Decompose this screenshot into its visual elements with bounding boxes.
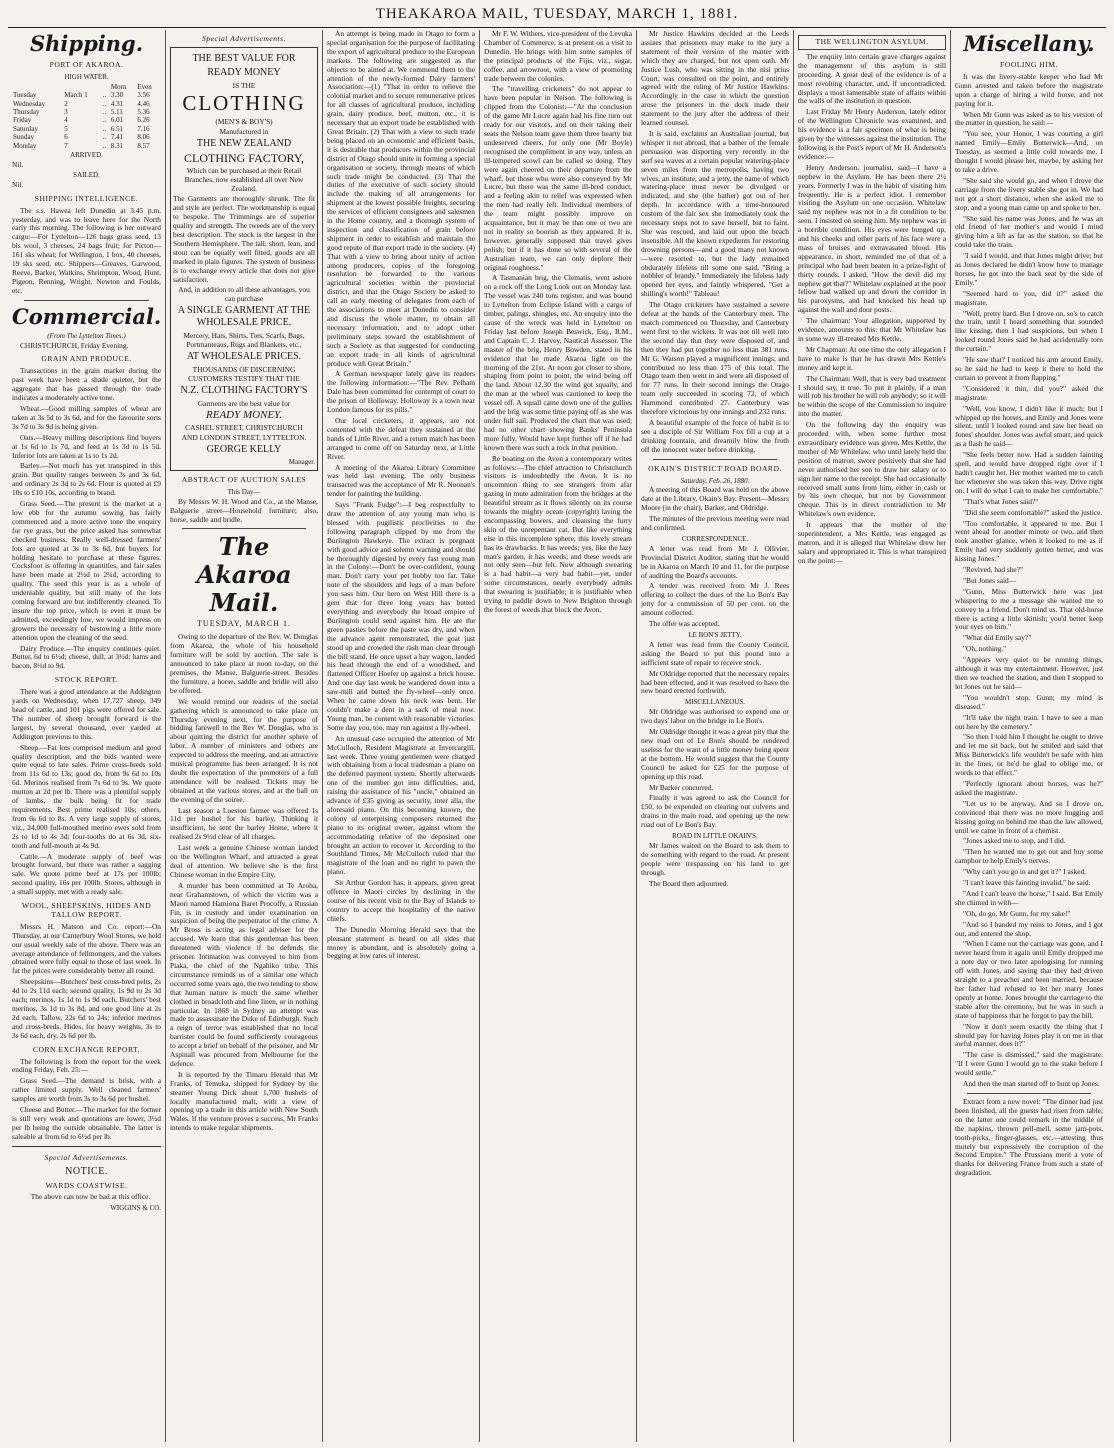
- paragraph: Mr F. W. Withers, vice-president of the Levuka Chamber of Commerce, is at present on a visit to Dunedin. He brings with him some samples of the principal products of the Fijis, viz., sugar, coffee, and arrowroot, with a view of promoting trade between the colonies.: [484, 30, 632, 83]
- tide-cell: 3.30: [110, 91, 124, 100]
- paragraph: Mr James waited on the Board to ask them to do something with regard to the road. At present people were trespassing on his land to get through.: [641, 840, 789, 877]
- paragraph: Messrs H. Matson and Co. report:—On Thursday, at our Canterbury Wool Stores, we held our usual weekly sale of the above. There was an average attendance of fellmongers, and the values obtained were fully equal to those of last week. In fat the prices were considerably better all round.: [12, 921, 161, 976]
- paragraph: Barley.—Not much has yet transpired in this grain. But quality ranges between 3s and 3s 6d, and ordinary 2s 3d to 2s 6d. Flour is quoted at £9 10s to £10 10s, according to brand.: [12, 461, 161, 498]
- paragraph: The chairman: Your allegation, supported by evidence, amounts to this: that Mr Whitelaw has in some way ill-treated Mrs Kettle.: [798, 316, 946, 343]
- tide-cell: ..: [102, 133, 107, 142]
- column-6: [793, 30, 950, 1442]
- paragraph: We would remind our readers of the social gathering which is announced to take place on Thursday evening next, for the purpose of bidding farewell to the Rev W. Douglas, who is about quitting the district for another sphere of labor. A number of ministers and others are expected to address the meeting, and an attractive musical programme has been arranged. It is not doubt the expectation of the promoters of a full attendance will be realised. Tickets may be obtained at the various stores, and at the hall on the evening of the soiree.: [170, 696, 318, 804]
- tide-head-cell: [12, 83, 63, 91]
- ad-line: IS THE: [232, 80, 256, 90]
- paragraph: Mr Justice Hawkins decided at the Leeds assizes that prisoners may make to the jury a statement of their version of the matter with which they are charged, but not upon oath. Mr Justice Lush, who was sitting in the nisi prius Court, was consulted on the point, and entirely agreed with the ruling of Mr Justice Hawkins. Accordingly in the case in which the question arose the prisoners in the dock made their statement to the jury after the address of their learned counsel.: [641, 30, 789, 128]
- masthead: THEAKAROA MAIL, TUESDAY, MARCH 1, 1881.: [375, 6, 739, 22]
- corn-header: CORN EXCHANGE REPORT.: [32, 1044, 141, 1054]
- paragraph: It is said, exclaims an Australian journal, but whisper it not abroad, that a bather of the female persuasion was disporting very recently in the surf sea waves at a certain popular watering-place seven miles from the metropolis, having two wives, an institute, and a jetty, the name of which watering-place must never be divulged or indicated, and she (the bather) got out of her depth. In accordance with a time-honoured custom of the fair sex she immediately took the necessary steps not to save herself, but to faint. She was rescued, and laid out upon the beach insensible. All the known expedients for restoring drowning persons—and a good many not known—were resorted to, but the lady remained obdurately lifeless till some one said, "Bring a nobbler of brandy." Immediately the lifeless lady opened her eyes, and faintly whispered, "Get a shilling's worth!" Tableau!: [641, 128, 789, 299]
- paragraph: Sheepskins—Butchers' best cross-bred pelts, 2s 4d to 2s 11d each; second quality, 1s 9d to 2s 3d each; merinos, 1s 1d to 1s 9d each. Butchers' best merinos, 3s 1d to 3s 8d, and one good line at 2s 2d each. Tallow, 22s 6d to 24s; inferior merinos and cross-breds. Hides, for heavy weights, 3s to 3s 6d each, dry, 2s 6d per lb.: [12, 977, 161, 1040]
- fooling-him-header: FOOLING HIM.: [1000, 60, 1058, 69]
- paragraph: Henry Anderson, journalist, said—I have a nephew in the Asylum. He has been there 2½ years. Formerly I was in the habit of visiting him frequently. He is a perfect idiot. I remember visiting the Asylum on one occasion. Whitelaw said my nephew was not in a fit condition to be seen. I insisted on seeing him. My nephew was in a horrible condition. His eyes were bunged up, and his cheeks and other parts of his face were a mass of bruises and extravasated blood. His appearance, in short, reminded me of that of a principal who had been beaten in a prize-fight of thirty rounds. I asked, "How the devil did my nephew get that?" Whitelaw explained at the poor fellow had walked up and down the corridor in his paroxysms, and had knocked his head up against the wall and door posts.: [798, 162, 946, 315]
- ad-line: Mercery, Hats, Shirts, Ties, Scarfs, Bags, Portmanteaus, Rugs and Blankets, etc.,: [183, 330, 305, 349]
- paragraph: "Revived, had she?": [963, 565, 1024, 575]
- little-okains-header: ROAD IN LITTLE OKAIN'S.: [672, 832, 758, 841]
- paragraph: A murder has been committed at Te Aroha, near Grahamstown, of which the victim was a Maori named Hamiona Baret Procoffy, a Russian Fin, is in custody and under examination on suspicion of being the perpetrator of the crime. A Mr Bross is acting as legal adviser for the accused. We learn that this gentleman has been threatened with violence if he defends the prisoner. Intimation was conveyed to him from Piaka, the chief of the Ngahiko tribe. This circumstance reminds us of a similar one which occurred some years ago, the two tending to show that human nature is much the same whether clothed in broadcloth and fine linen, or in nothing particular. In 1868 in Sydney an attempt was made to assassinate the Duke of Edinburgh. Such a reign of terror was established that no local barrister could be found sufficiently courageous to accept a brief on behalf of the prisoner, and Mr Aspinall was procured from Melbourne for the defence.: [170, 880, 318, 1068]
- paragraph: "I can't leave this fainting invalid," he said.: [963, 878, 1091, 888]
- paragraph: "So then I told him I thought he ought to drive and let me sit back, but he smiled and said that Miss Butterwick's life wouldn't be safe with him in the lines, or he'd be glad to oblige me, or words to that effect.": [955, 732, 1103, 778]
- paragraph: A letter was read from the County Council, asking the Board to put this pound into a sufficient state of repair to receive stock.: [641, 639, 789, 667]
- paragraph: Sheep.—Fat lots comprised medium and good quality description, and the bids wanted were quite equal to late sales. Prime cross-breds sold from 11s 6d to 13s; good do, from 9s 6d to 10s 6d. Merinos realised from 7s 6d to 9s. We quote mutton at 2d per lb. There was a plentiful supply of lambs, the bulk being fit for trade requirements. Best prime realised 10s; others, from 6s 6d to 8s. A very large supply of stores, viz., 24,000 full-mouthed merino ewes sold from 2s to 1d to 4s 3d; four-tooths do at 6s 3d, six-tooth and full-mouth at 4s 9d.: [12, 742, 161, 850]
- tide-cell: 8.06: [137, 133, 150, 142]
- paragraph: Sir Arthur Gordon has, it appears, given great offence in Maori circles by declining in the course of his recent visit to the Bay of Islands to country to accept the hospitality of the native chiefs.: [327, 878, 475, 923]
- paragraph: "But Jones said—: [963, 575, 1017, 585]
- tide-head-cell: [63, 83, 101, 91]
- paragraph: A German newspaper lately gave its readers the following information:—"The Rev. Pelham Dale has been committed for contempt of court to the prison of Holloway. Holloway is a town near London famous for its pills.": [327, 369, 475, 415]
- paragraph: "What did Emily say?": [963, 633, 1032, 643]
- column-2: [165, 30, 322, 1442]
- auction-header: ABSTRACT OF AUCTION SALES: [181, 474, 307, 484]
- column-1: [8, 30, 165, 1442]
- paragraph: "Considered it thin, did you?" asked the magistrate.: [955, 383, 1103, 402]
- tide-row: [12, 133, 161, 141]
- tide-cell: 4.31: [110, 99, 124, 108]
- tide-cell: ..: [102, 124, 107, 133]
- paragraph: It is reported by the Timaru Herald that Mr Franks, of Temuka, shipped for Sydney by the steamer Young Dick about 1,700 bushels of locally manufactured malt, with a view of opening up a trade in this article with New South Wales. If the venture proves a success, Mr Franks intends to make regular shipments.: [170, 1069, 318, 1133]
- paragraph: A beautiful example of the force of habit is to see a disciple of Sir William Fox fill a cup at a drinking fountain, and dreamily blow the froth off the innocent water before drinking.: [641, 417, 789, 454]
- paragraph: Cheese and Butter.—The market for the former is still very weak and quotations are lower, 3½d per lb being the outside obtainable. The latter is saleable at from 6d to 6½d per lb.: [12, 1105, 161, 1141]
- ad-line: N.Z. CLOTHING FACTORY'S: [180, 384, 308, 396]
- ad-line: Garments are the best value for: [197, 398, 291, 408]
- paragraph: Last season a Loeston farmer was offered 1s 11d per bushel for his barley. Thinking it insufficient, he sent the barley Home, where it realised 2s 9½d clear of all charges.: [170, 805, 318, 842]
- paragraph: There was a good attendance at the Addington yards on Wednesday, when 17,727 sheep, 349 head of cattle, and 101 pigs were offered for sale. The number of sheep brought forward is the largest, by several thousand, ever yarded at Addington previous to this.: [12, 687, 161, 741]
- tide-row: [12, 125, 161, 133]
- divider: [967, 1093, 1091, 1094]
- paragraph: On the following day the enquiry was proceeded with, when some further most extraordinary evidence was given. Mrs Kettle, the mother of Mr Whitelaw, who until lately held the position of matron, swore positively that she had never authorised her son to draw her salary or to sign her name to the receipt. She had occasionally received small sums from him, either in cash or by his own cheque, but not by Government cheque. This is in direct contradiction to Mr Whitelaw's own evidence.: [798, 420, 946, 519]
- paragraph: Mr Barker concurred.: [649, 782, 714, 792]
- ad-line: Manager.: [288, 457, 315, 466]
- ad-line: READY MONEY: [207, 66, 281, 78]
- auction-day: This Day—: [227, 487, 261, 496]
- ad-headline: READY MONEY.: [206, 408, 282, 421]
- tide-cell: Tuesday: [13, 91, 37, 100]
- tide-cell: 8.57: [137, 141, 150, 150]
- paragraph: The enquiry into certain grave charges against the management of this asylum is still proceeding. A great deal of the evidence is of a most revolting character, and, if uncontradicted, displays a most lamentable state of affairs within the walls of the institution in question.: [798, 51, 946, 106]
- tide-cell: 7.16: [137, 124, 150, 133]
- paragraph: Finally it was agreed to ask the Council for £50, to be expended on clearing out culverts and drains in the main road, and opening up the new road out of Le Bon's Bay.: [641, 793, 789, 830]
- shipping-text: The s.s. Hawea left Dunedin at 3.45 p.m. yesterday, and was to leave here for the North early this morning. The following is her outward cargo:—For Lyttelton—126 bags grass seed, 13 bls wool, 3 cheeses, 24 bags fruit; for Picton—161 sks wheat; for Wellington, 1 box, 40 cheeses, 19 sks seed, etc. Shippers—Greaves, Garwood, Reeve, Barker, Watkins, Shrimpton, Wood, Hunt, Pigeon, Renning, Wright, Newton and Foulds, etc.: [12, 205, 161, 295]
- tide-cell: Friday: [13, 116, 32, 125]
- divider: [653, 459, 777, 460]
- paper-date: TUESDAY, MARCH 1.: [197, 619, 291, 629]
- paragraph: "Well, you know, I didn't like it much; but I whipped up the horses, and Emily and Jones were silent, until I looked round and saw her head on Jones' shoulder. Jones was awful smart, and quick as a flash he said—: [955, 403, 1103, 449]
- tide-cell: March 1: [64, 91, 88, 100]
- column-7: [950, 30, 1107, 1442]
- tide-cell: 5.11: [110, 108, 123, 117]
- paragraph: "Seemed hard to you, did it?" asked the magistrate.: [955, 288, 1103, 307]
- paragraph: Extract from a new novel: "The dinner had just been finished, all the guests had risen from table; on the latter one could remark in the middle of the napkins, thrown pell-mell, some jam-pots, tooth-picks, finger-glasses, etc.—attesting thus mutely but expressively the corruption of the Second Empire." The Prussians merit a vote of thanks for delivering France from such a state of degradation.: [955, 1096, 1103, 1178]
- port-header: PORT OF AKAROA.: [49, 60, 124, 69]
- paragraph: An unusual case occupied the attention of Mr McCulloch, Resident Magistrate at Invercargill, last week. Three young gentlemen were charged with obtaining from a local tradesman a piano on the deferred payment system. Shortly afterwards one of the number got into difficulties, and, raising the assistance of his "uncle," obtained an advance of £35 giving as security, inter alia, the aforesaid piano. On this becoming known, the colony of enterprising composers returned the piano to its original owner, against whom the accommodating relative of the deposited one brought an action to recover it. According to the Southland Times, Mr McCulloch ruled that the magistrate of the loan and no right to pawn the piano.: [327, 733, 475, 877]
- special-ads-header: Special Advertisements.: [202, 34, 286, 43]
- tide-cell: 6.01: [110, 116, 124, 125]
- paragraph: It was the livery-stable keeper who had Mr Gunn arrested and taken before the magistrate upon a charge of hiring a wild horse, and not paying for it.: [955, 71, 1103, 108]
- high-water-label: HIGH WATER.: [64, 72, 109, 81]
- paragraph: Last week a genuine Chinese woman landed on the Wellington Wharf, and attracted a great deal of attention. We believe she is the first Chinese woman in the Empire City.: [170, 843, 318, 879]
- paragraph: "Why can't you go in and get it?" I asked.: [963, 867, 1087, 877]
- paragraph: "Let us to be anyway. And so I drove on, convinced that there was no more hugging and kissing going on behind me than the law allowed, until we came in front of a chemist.: [955, 798, 1103, 835]
- special-ads-header: Special Advertisements.: [44, 1152, 129, 1162]
- tide-cell: ..: [102, 91, 107, 100]
- shipping-intel-header: SHIPPING INTELLIGENCE.: [34, 193, 139, 203]
- ad-headline: A SINGLE GARMENT AT THE WHOLESALE PRICE.: [177, 304, 311, 328]
- ad-line: And, in addition to all these advantages, you can purchase: [178, 284, 310, 303]
- paragraph: "Oh, nothing.": [963, 644, 1007, 654]
- paragraph: Mr Oldridge thought it was a great pity that the new road out of Le Bon's should be rendered useless for the want of a little money being spent at the bottom. He would suggest that the County Council be asked for £25 for the purpose of opening up this road.: [641, 727, 789, 781]
- paragraph: Last Friday Mr Henry Anderson, lately editor of the Wellington Chronicle was examined, and his evidence is a fair specimen of what is being given by the witnesses against the institution. The following is the Post's report of Mr H. Anderson's evidence:—: [798, 107, 946, 161]
- paragraph: "Then he wanted me to get out and buy some camphor to help Emily's nerves.: [955, 847, 1103, 866]
- tide-row: [12, 142, 161, 150]
- column-5: [636, 30, 793, 1442]
- paragraph: "She said she would go, and when I drove the carriage from the livery stable she got in. We had not got a short distance, when she asked me to stop, and a young man came up and spoke to her.: [955, 175, 1103, 212]
- paragraph: "You see, your Honor, I was courting a girl named Emily—Emily Butterwick—And, on Tuesday, as seemed a little cold towards me, I thought I would please her, maybe, by asking her to take a drive.: [955, 129, 1103, 174]
- paragraph: Says "Frank Fudge":—I beg respectfully to draw the attention of any young man who is blessed with pugilistic proclivities to the following paragraph clipped by me from the Burlington Hawkeye. The extract is pregnant with good advice and solemn warning and should be thoroughly digested by every fast young man in the Colony:—Don't be over-confident, young man. Don't carry your pet hobby too far. Take note of the shoulders and legs of a man before you sass him. Our hero on West Hill there is a gent that for three long years has butted everything and everybody the broad empire of Burlington could send against him. He ate the green pasties before the paste was dry, and when the advance agent remonstrated, the goat just stood up and crowded the rash man clear through the bill stand. He once upset a hay wagon, landed his head through the end of a woodshed, and flattened Officer Hoefer up against a brick house. And one day last week he wandered down into a saw-mill and butted the fly-wheel—only once. When he came down his neck was bent. He couldn't make a dent in a sack of meal now. Young man, be content with reasonable victories. Some day you, too, may run against a fly-wheel.: [327, 500, 475, 732]
- tide-cell: 5: [64, 124, 68, 133]
- stock-header: STOCK REPORT.: [54, 675, 119, 685]
- paragraph: "Gunn, Miss Butterwick here was just whispering to me a message she wanted me to convey to a friend. Don't mind us. That old-horse there is acting a little skittish; you'd better keep your eyes on him.": [955, 586, 1103, 632]
- special-ads-block: [12, 1146, 161, 1214]
- notice-sub: WARDS COASTWISE.: [45, 1180, 128, 1190]
- paragraph: Cattle.—A moderate supply of beef was brought forward, but there was rather a sagging sale. We quote prime beef at 17s per 100lb; second quality, 16s per 100lb. Stores, although in a small supply, met with a ready sale.: [12, 851, 161, 897]
- source-line: (From The Lyttelton Times.): [47, 331, 126, 340]
- paragraph: The "travelling cricketers" do not appear to have been popular in Nelson. The following is clipped from the Colonist:—"At the conclusion of the game Mr Lucre again had his fine turn out ready for our visitors, and on their taking their seats the Nelson team gave them three hearty but undeserved cheers, for only one (Mr Boyle) recognised the compliment in any way, unless an ill-tempered scowl can be called so doing. They were again cheered on their departure from the wharf, but those who were also conveyed by Mr Lucre, but there was the same ill-bred conduct, and a feeling akin to relief was expressed when the men had really left. Individual members of the team might possibly improve on acquaintance, but it may be that one or two are not in reality so boorish as they appeared. It is, however, generally supposed that travel gives polish; but if it has done so with several of the Australian team, we can only deplore their original roughness.": [484, 84, 632, 272]
- tide-cell: Thursday: [13, 108, 40, 117]
- ad-line: THOUSANDS OF DISCERNING CUSTOMERS TESTIFY THAT THE: [188, 364, 300, 383]
- road-board-header: OKAIN'S DISTRICT ROAD BOARD.: [648, 463, 782, 473]
- tide-cell: Sunday: [13, 133, 34, 142]
- paragraph: Our local cricketers, it appears, are not contented with the defeat they sustained at the hands of Little River, and a return match has been arranged to come off on Saturday next, at Little River.: [327, 415, 475, 461]
- paragraph: Owing to the departure of the Rev. W. Douglas from Akaroa, the whole of his household furniture will be sold by auction. The sale is announced to take place at noon to-day, on the premises, the Manse, Balguerie-street. Besides the furniture, a horse, saddle and bridle will also be offered.: [170, 632, 318, 695]
- tide-cell: 5.36: [137, 108, 150, 117]
- tide-cell: 6.26: [137, 116, 150, 125]
- paragraph: It appears that the mother of the superintendent, a Mrs Kettle, was engaged as matron, and it is alleged that Whitelaw drew her salary and appropriated it. This is what transpired on the point:—: [798, 520, 946, 565]
- paragraph: "Did she seem comfortable?" asked the justice.: [963, 507, 1103, 517]
- tide-head-cell: [102, 83, 110, 91]
- tide-cell: 2: [64, 99, 68, 108]
- tide-cell: 7: [64, 141, 68, 150]
- notice-header: NOTICE.: [65, 1165, 108, 1177]
- paragraph: "You wouldn't stop, Gunn; my mind is diseased.": [955, 692, 1103, 711]
- ad-headline: CLOTHING: [182, 90, 306, 115]
- paragraph: Oats.—Heavy milling descriptions find buyers at 1s 6d to 1s 7d, and feed at 1s 3d to 1s 5d. Inferior lots are taken at 1s to 1s 2d.: [12, 432, 161, 460]
- paragraph: Grass Seed.—The present is the market at a low ebb for the autumn sowing has fairly commenced and a more active tone the enquiry for rye grass, but the price asked has somewhat checked business. Really well-dressed farmers' lots are quoted at 3s to 3s 6d, but buyers for holding hesitate to purchase at these figures. Cocksfoot is offering in quantities, and fair sales have been made at 2½d to 2¾d, according to quality. The seed this year is as a whole of undeniable quality, but still many of the lots coming forward are but indifferently cleaned. To insure the top price, which is even it must be admitted, exceedingly low, we would impress on growers the necessity of bestowing a little more attention upon the cleaning of the seed.: [12, 499, 161, 642]
- newspaper-columns: [8, 30, 1106, 1442]
- paragraph: "Now it don't seem exactly the thing that I should pay for having Jones play it on me in that awful manner, does it?": [955, 1021, 1103, 1049]
- tide-cell: 3: [64, 108, 68, 117]
- paragraph: An attempt is being made in Otago to form a special organisation for the purpose of facilitating the export of agricultural produce to the European markets. The following are suggested as the objects to be aimed at. We commend them to the attention of the newly-formed Dairy farmers' Association:—(1) "That in order to relieve the colonial market and to secure remunerative prices for all classes of agricultural produce, including grain, dairy produce, beef, mutton, etc., it is necessary that an export trade be established with Great Britain. (2) That with a view to such trade being placed on an economic and efficient basis, it is desirable that producers within the provincial district of Otago should unite in forming a special organisation or society, through means of which such trade might be conducted. (3) That the duties of the executive of such society should include the making of all arrangements for shipment at the lowest possible freights, securing the services of efficient consignees and salesmen in the Home country, and a thorough system of inspection and classification of grain before shipment in order to establish and maintain the good repute of that export trade in the society. (4) That with a view to bring about unity of action among producers, copies of the foregoing resolution be forwarded to the various agricultural societies within the provincial district, and that the Otago Society be asked to call an early meeting of delegates from each of the associations to meet at Dunedin to consider and discuss the whole matter, to obtain all necessary information, and to adopt other preliminary steps toward the establishment of such a Society as that suggested for conducting an export trade in all kinds of agricultural produce with Great Britain.": [327, 30, 475, 368]
- paragraph: "When I came out the carriage was gone, and I never heard from it again until Emily dropped me a note day or two later apologising for running off with Jones, and saying that they had driven straight to a preacher and been married, because her father had refused to let her marry Jones openly at home. Jones brought the carriage to the stable after the ceremony, but he was in such a state of happiness that he forgot to pay the bill.: [955, 939, 1103, 1020]
- paragraph: A tender was received from Mr J. Rees offering to collect the dues of the Lo Bon's Bay jetty for a commission of 50 per cent. on the amount collected.: [641, 581, 789, 618]
- jetty-header: LE BON'S JETTY.: [688, 631, 742, 639]
- tide-header-row: [12, 83, 161, 91]
- dateline: CHRISTCHURCH, Friday Evening.: [20, 340, 129, 350]
- column-4: [479, 30, 636, 1442]
- paragraph: A Tasmanian brig, the Clematis, went ashore on a rock off the Long Look out on Monday last. The vessel was 240 tons register, and was bound to Lyttelton from Eclipse Island with a cargo of timber, palings, shingles, etc. An enquiry into the cause of the wreck was held in Lyttelton on Friday last before Joseph Beswick, Esq., R.M., and Captain C. J. Harvey, Nautical Assessor. The master of the brig, Henry Bowden, stated in his evidence that he made Akaroa light on the morning of the 21st. At noon got closer to shore, shaping from point to point, the wind being off the land. About 12.30 the wind got squally, and the man at the wheel was cautioned to keep the vessel off. A squall came down one of the gullies and the brig was some time paying off as she was under full sail. Produced the chart that was used; had no other chart showing Banks' Peninsula more fully. Would have kept further off if he had known there was such a rock in that position.: [484, 273, 632, 452]
- commercial-title: Commercial.: [12, 303, 162, 329]
- ad-line: The Garments are thoroughly shrunk. The fit and style are perfect. The workmanship is equal to bespoke. The Trimmings are of superior quality and strength. The tweeds are of the very best description. The stock is the largest in the Southern Hemisphere. The tall, short, lean, and stout can be equally well fitted, goods are all marked in plain figures. The system of business is to exchange every article that does not give satisfaction.: [173, 193, 315, 284]
- ad-line: Which can be purchased at their Retail Branches, now established all over New Zealand.: [184, 165, 304, 193]
- paragraph: Mr Chapman: At one time the only allegation I have to make is that he has drawn Mrs Kettle's money and kept it.: [798, 344, 946, 372]
- tide-cell: ..: [102, 116, 107, 125]
- tide-cell: 3.56: [137, 91, 150, 100]
- grain-header: GRAIN AND PRODUCE.: [41, 354, 132, 364]
- paragraph: The Chairman: Well, that is very bad treatment I should say, it true. To put it plainly, if a man will rob his brother he will rob anybody; so it will be within the scope of the Commission to inquire into the matter.: [798, 373, 946, 419]
- clothing-advertisement: [170, 47, 318, 471]
- correspondence-header: CORRESPONDENCE.: [681, 534, 749, 543]
- paragraph: Re boating on the Avon a contemporary writes as follows:—The chief attraction to Christchurch visitors is undoubtedly the Avon. It is no uncommon thing to see strangers from afar gazing in mute admiration from the bridges at the beautiful stream as it flows silently on its course towards the mighty ocean (copyright) laving the encompassing bowers, and cleansing the furry skin of the unrepentant cat. But like everything else in this incomplete sphere, this lovely stream has its drawbacks. It has weeds; yes, like the lazy man's garden, it has weeds; and these weeds are not only seen—but felt. Now although swearing is a bad habit—a very bad habit—yet, under some circumstances, nearly everybody admits that swearing is justifiable; it is justifiable when trying to paddle down to New Brighton through the forest of weeds that block the Avon.: [484, 453, 632, 614]
- paragraph: The offer was accepted.: [649, 619, 720, 629]
- tide-cell: 4: [64, 116, 68, 125]
- tide-cell: Saturday: [13, 124, 38, 133]
- ad-line: (MEN'S & BOY'S): [215, 116, 273, 126]
- misc-header: MISCELLANEOUS.: [684, 698, 746, 707]
- paragraph: "She feels better now. Had a sudden fainting spell, and would have dropped right over if I hadn't caught her. Her mother wanted me to catch her whenever she was taken this way. Drive right on. I will do what I can to make her comfortable.": [955, 450, 1103, 495]
- tide-cell: ..: [102, 141, 107, 150]
- paragraph: "It'll take the night train. I have to see a man out here by the cemetery.": [955, 712, 1103, 731]
- paragraph: "And so I handed my reins to Jones, and I got out, and entered the shop.: [955, 919, 1103, 938]
- tide-cell: 8.31: [110, 141, 124, 150]
- paragraph: "She said his name was Jones, and he was an old friend of her mother's and would I mind giving him a lift as far as the station, so that he could take the train.: [955, 213, 1103, 250]
- auction-text: By Messrs W. H. Wood and Co., at the Manse, Balguerie street—Household furniture; also, horse, saddle and bridle.: [170, 496, 318, 524]
- ad-line: Manufactured in: [219, 126, 269, 136]
- paragraph: Wheat.—Good milling samples of wheat are taken at 3s 5d to 3s 6d, and for the favourite sorts 3s 7d to 3s 9d is being given.: [12, 404, 161, 431]
- paragraph: "Appears very quiet to be running things, although it was my entertainment. However, just then we reached the station, and then I stopped to let Jones out he said—: [955, 655, 1103, 691]
- divider: [24, 300, 149, 301]
- paragraph: "And I can't leave the horse," I said. But Emily she chimed in with—: [955, 888, 1103, 907]
- ad-headline: AT WHOLESALE PRICES.: [186, 350, 302, 362]
- paragraph: Mr Oldridge reported that the necessary repairs had been effected, and it was resolved to have the new board erected forthwith.: [641, 668, 789, 696]
- ad-line: CASHEL STREET, CHRISTCHURCH: [185, 422, 303, 432]
- arrived-value: Nil.: [12, 159, 24, 169]
- column-3: [322, 30, 479, 1442]
- paragraph: A meeting of this Board was held on the above date at the Library, Okain's Bay. Present—Messrs Moore (in the chair), Barker, and Oldridge.: [641, 485, 789, 513]
- notice-text: The above can now be had at this office.: [30, 1192, 151, 1202]
- tide-cell: Monday: [13, 141, 37, 150]
- miscellany-title: Miscellany.: [963, 31, 1095, 56]
- tide-row: [12, 116, 161, 124]
- shipping-title: Shipping.: [29, 31, 144, 56]
- tide-row: [12, 108, 161, 116]
- road-board-date: Saturday, Feb. 26, 1880.: [680, 476, 750, 485]
- sailed-value: Nil.: [12, 179, 24, 189]
- paragraph: "Too comfortable, it appeared to me. But I went ahead for another minute or two, and then took another glance, when it looked to me as if Emily had very suddenly gotten better, and was kissing Jones.": [955, 518, 1103, 564]
- tide-cell: 4.46: [137, 99, 150, 108]
- paragraph: Grass Seed.—The demand is brisk, with a rather limited supply. Well cleaned farmers' samples are worth from 3s to 3s 6d per bushel.: [12, 1076, 161, 1104]
- paragraph: Dairy Produce.—The enquiry continues quiet. Butter, 6d to 6½d; cheese, dull, at 3½d; hams and bacon, 8½d to 9d.: [12, 643, 161, 671]
- tide-row: [12, 91, 161, 99]
- paragraph: And then the man started off to hunt up Jones.: [963, 1079, 1100, 1089]
- paragraph: "He saw that? I noticed his arm around Emily, so he said he had to keep it there to hold the curtain to prevent it from flapping.": [955, 355, 1103, 382]
- paragraph: The Otago cricketers have sustained a severe defeat at the hands of the Canterbury men. The match commenced on Thursday, and Canterbury went first to the wickets. It was not till well into the second day that they were disposed of, and then they had put together no less than 381 runs. Mr G. Watson played a magnificent innings, and contributed no less than 175 of this total. The Otago team then went in and were all disposed of for 77 runs. In their second innings the Otago team only succeeded in scoring 72, of which Hammond contributed 27. Canterbury was therefore victorious by one innings and 232 runs.: [641, 300, 789, 417]
- wool-header: WOOL, SHEEPSKINS, HIDES AND TALLOW REPORT.: [21, 901, 152, 919]
- paragraph: "I said I would, and that Jones might drive; but as Jones declared he didn't know how to manage horses, he got into the back seat by the side of Emily.": [955, 251, 1103, 287]
- tide-cell: 6.51: [110, 124, 124, 133]
- paragraph: "That's what Jones said?": [963, 496, 1039, 506]
- paragraph: Transactions in the grain market during the past week have been a shade quieter, but the aggregate that has passed through the trade indicates a moderately active tone.: [12, 366, 161, 403]
- paragraph: "Jones asked me to stop, and I did.: [963, 836, 1066, 846]
- tide-cell: ..: [102, 99, 107, 108]
- paragraph: When Mr Gunn was asked as to his version of the matter in question, he said:—: [955, 109, 1103, 128]
- sailed-label: SAILED.: [73, 170, 100, 179]
- paragraph: A letter was read from Mr J. Ollivier, Provincial District Auditor, stating that he would be in Akaroa on March 10 and 11, for the purpose of auditing the Board's accounts.: [641, 543, 789, 580]
- paper-title: The Akaroa Mail.: [196, 532, 292, 618]
- ad-line: THE NEW ZEALAND: [196, 137, 292, 149]
- tide-row: [12, 100, 161, 108]
- masthead-rule: [8, 27, 1106, 28]
- tide-head-cell: Morn: [110, 82, 127, 91]
- ad-line: GEORGE KELLY: [206, 443, 282, 455]
- paragraph: The Board then adjourned.: [649, 878, 729, 888]
- paragraph: The following is from the report for the week ending Friday, Feb. 25:—: [12, 1056, 161, 1075]
- asylum-header: THE WELLINGTON ASYLUM.: [798, 35, 946, 50]
- paragraph: "Perfectly ignorant about horses, was he?" asked the magistrate.: [955, 778, 1103, 797]
- ad-line: THE BEST VALUE FOR: [192, 52, 296, 64]
- ad-line: AND LONDON STREET, LYTTELTON.: [181, 432, 307, 442]
- tide-cell: Wednesday: [13, 99, 46, 108]
- paragraph: "Oh, do go, Mr Gunn, for my sake!": [963, 908, 1071, 918]
- tide-cell: 7.41: [110, 133, 124, 142]
- paragraph: Mr Oldridge was authorised to expend one or two days' labor on the bridge in Le Bon's.: [641, 707, 789, 726]
- tide-head-cell: Even: [137, 82, 152, 91]
- paragraph: The Dunedin Morning Herald says that the pleasant statement is heard on all sides that money is abundant, and is absolutely going a begging at low rates of interest.: [327, 924, 475, 961]
- divider: [182, 528, 306, 529]
- ad-headline: CLOTHING FACTORY,: [183, 150, 305, 165]
- tide-cell: 6: [64, 133, 68, 142]
- paragraph: "Well, pretty hard. But I drove on, so's to catch the train, until I heard something that sounded like kissing, then I had suspicions, but when I looked round Jones said he had accidentally torn the curtain.": [955, 308, 1103, 354]
- notice-signature: WIGGINS & CO.: [110, 1204, 161, 1213]
- arrived-label: ARRIVED.: [70, 151, 103, 160]
- tide-table: [12, 83, 161, 150]
- paragraph: The minutes of the previous meeting were read and confirmed.: [641, 514, 789, 533]
- tide-cell: ..: [102, 108, 107, 117]
- paragraph: A meeting of the Akaroa Library Committee was held last evening. The only business transacted was the acceptance of Mr R. Noonan's tender for painting the building.: [327, 462, 475, 499]
- paragraph: "The case is dismissed," said the magistrate. "If I were Gunn I would go to the stake before I would settle.": [955, 1050, 1103, 1078]
